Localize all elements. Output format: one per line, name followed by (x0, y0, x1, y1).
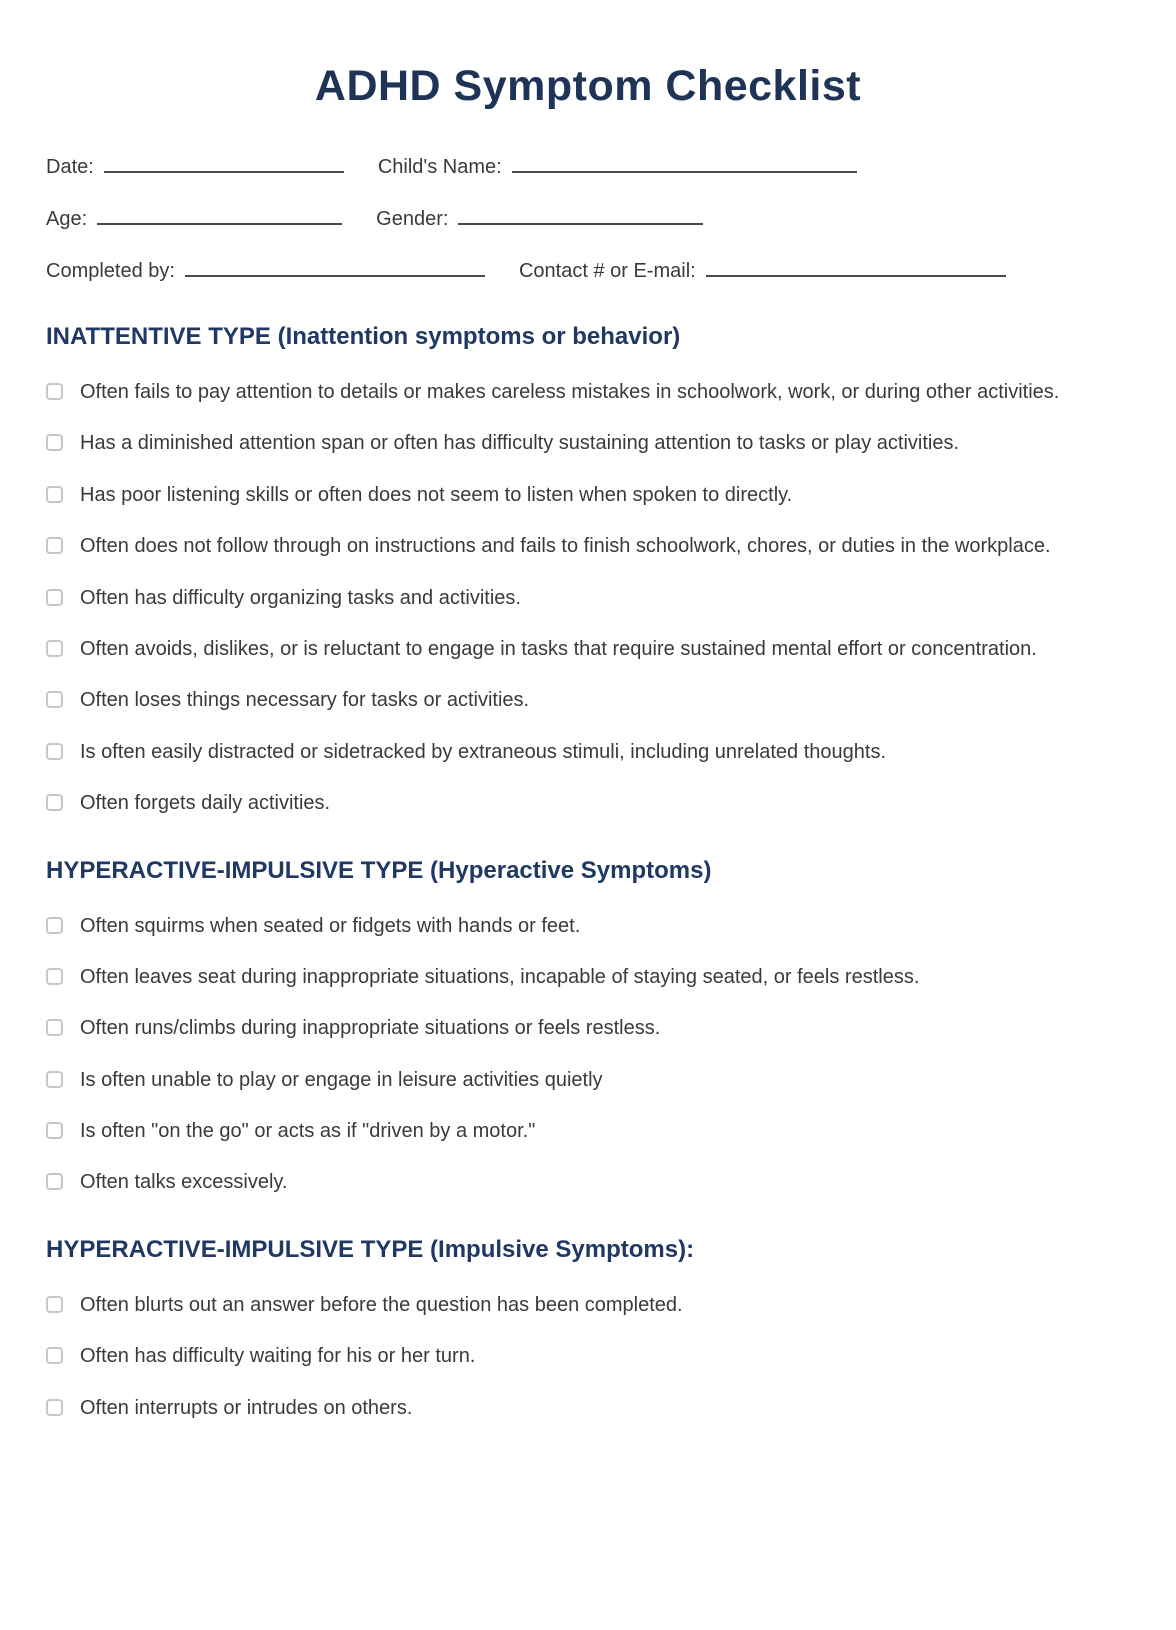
checklist-item-text: Often blurts out an answer before the question has been completed. (80, 1293, 683, 1316)
checklist-item-text: Often has difficulty organizing tasks and activities. (80, 586, 521, 609)
section-heading-inattentive: INATTENTIVE TYPE (Inattention symptoms or behavior) (46, 323, 681, 350)
age-label: Age: (46, 208, 88, 230)
date-input-line[interactable] (104, 155, 344, 173)
list-item (46, 913, 1130, 939)
page-title: ADHD Symptom Checklist (314, 62, 862, 110)
age-input-line[interactable] (97, 207, 342, 225)
checkbox[interactable] (46, 383, 63, 400)
checklist-item-text: Is often easily distracted or sidetracked by extraneous stimuli, including unrelated thoughts. (80, 740, 886, 763)
checklist-item-text: Often squirms when seated or fidgets with hands or feet. (80, 914, 581, 937)
gender-label: Gender: (376, 208, 449, 230)
checkbox[interactable] (46, 1122, 63, 1139)
child-name-label: Child's Name: (377, 156, 502, 178)
checkbox[interactable] (46, 1173, 63, 1190)
checkbox[interactable] (46, 743, 63, 760)
list-item (46, 585, 1130, 611)
checklist-item-text: Often interrupts or intrudes on others. (80, 1396, 413, 1419)
list-item (46, 739, 1130, 765)
checklist-item-text: Is often "on the go" or acts as if "driven by a motor." (80, 1120, 536, 1143)
checklist-item-text: Often has difficulty waiting for his or her turn. (80, 1345, 476, 1368)
list-item (46, 1118, 1130, 1144)
list-item (46, 687, 1130, 713)
checkbox[interactable] (46, 589, 63, 606)
contact-input-line[interactable] (706, 259, 1006, 277)
checklist-item-text: Often fails to pay attention to details or makes careless mistakes in schoolwork, work, or during other activities. (80, 381, 1060, 403)
checklist-item-text: Often loses things necessary for tasks or activities. (80, 689, 530, 712)
contact-label: Contact # or E-mail: (518, 260, 696, 282)
list-item (46, 1343, 1130, 1369)
checkbox[interactable] (46, 537, 63, 554)
list-item (46, 1067, 1130, 1093)
checkbox[interactable] (46, 968, 63, 985)
checkbox[interactable] (46, 434, 63, 451)
checkbox[interactable] (46, 794, 63, 811)
checklist-item-text: Has a diminished attention span or often has difficulty sustaining attention to tasks or play activities. (80, 432, 960, 455)
list-item (46, 430, 1130, 456)
checklist-item-text: Often does not follow through on instructions and fails to finish schoolwork, chores, or duties in the workplace. (80, 535, 1051, 558)
list-item (46, 964, 1130, 990)
list-item (46, 1395, 1130, 1421)
section-heading-hyperactive: HYPERACTIVE-IMPULSIVE TYPE (Hyperactive Symptoms) (46, 856, 712, 884)
checkbox[interactable] (46, 917, 63, 934)
date-label: Date: (46, 156, 94, 178)
checkbox[interactable] (46, 1347, 63, 1364)
checkbox[interactable] (46, 1296, 63, 1313)
field-row-date-name (46, 155, 1130, 179)
checkbox[interactable] (46, 1399, 63, 1416)
list-item (46, 1169, 1130, 1195)
checklist-item-text: Has poor listening skills or often does not seem to listen when spoken to directly. (80, 483, 793, 506)
list-item (46, 533, 1130, 559)
list-item (46, 379, 1130, 405)
checklist-item-text: Often avoids, dislikes, or is reluctant to engage in tasks that require sustained mental effort or concentration. (80, 637, 1037, 660)
completed-by-label: Completed by: (46, 260, 175, 282)
checklist-item-text: Is often unable to play or engage in leisure activities quietly (80, 1068, 603, 1091)
checklist-item-text: Often talks excessively. (80, 1171, 288, 1194)
list-item (46, 482, 1130, 508)
field-row-age-gender (46, 207, 1130, 231)
section-heading-impulsive: HYPERACTIVE-IMPULSIVE TYPE (Impulsive Symptoms): (46, 1235, 695, 1263)
checkbox[interactable] (46, 486, 63, 503)
gender-input-line[interactable] (458, 207, 703, 225)
list-item (46, 1292, 1130, 1318)
list-item (46, 790, 1130, 816)
checklist-item-text: Often leaves seat during inappropriate situations, incapable of staying seated, or feels restless. (80, 965, 920, 988)
list-item (46, 636, 1130, 662)
checkbox[interactable] (46, 691, 63, 708)
checkbox[interactable] (46, 1019, 63, 1036)
checklist-item-text: Often runs/climbs during inappropriate situations or feels restless. (80, 1017, 661, 1040)
completed-by-input-line[interactable] (185, 259, 485, 277)
checkbox[interactable] (46, 1071, 63, 1088)
child-name-input-line[interactable] (512, 155, 857, 173)
list-item (46, 1015, 1130, 1041)
checklist-item-text: Often forgets daily activities. (80, 792, 331, 815)
checkbox[interactable] (46, 640, 63, 657)
field-row-completed-contact (46, 259, 1130, 283)
